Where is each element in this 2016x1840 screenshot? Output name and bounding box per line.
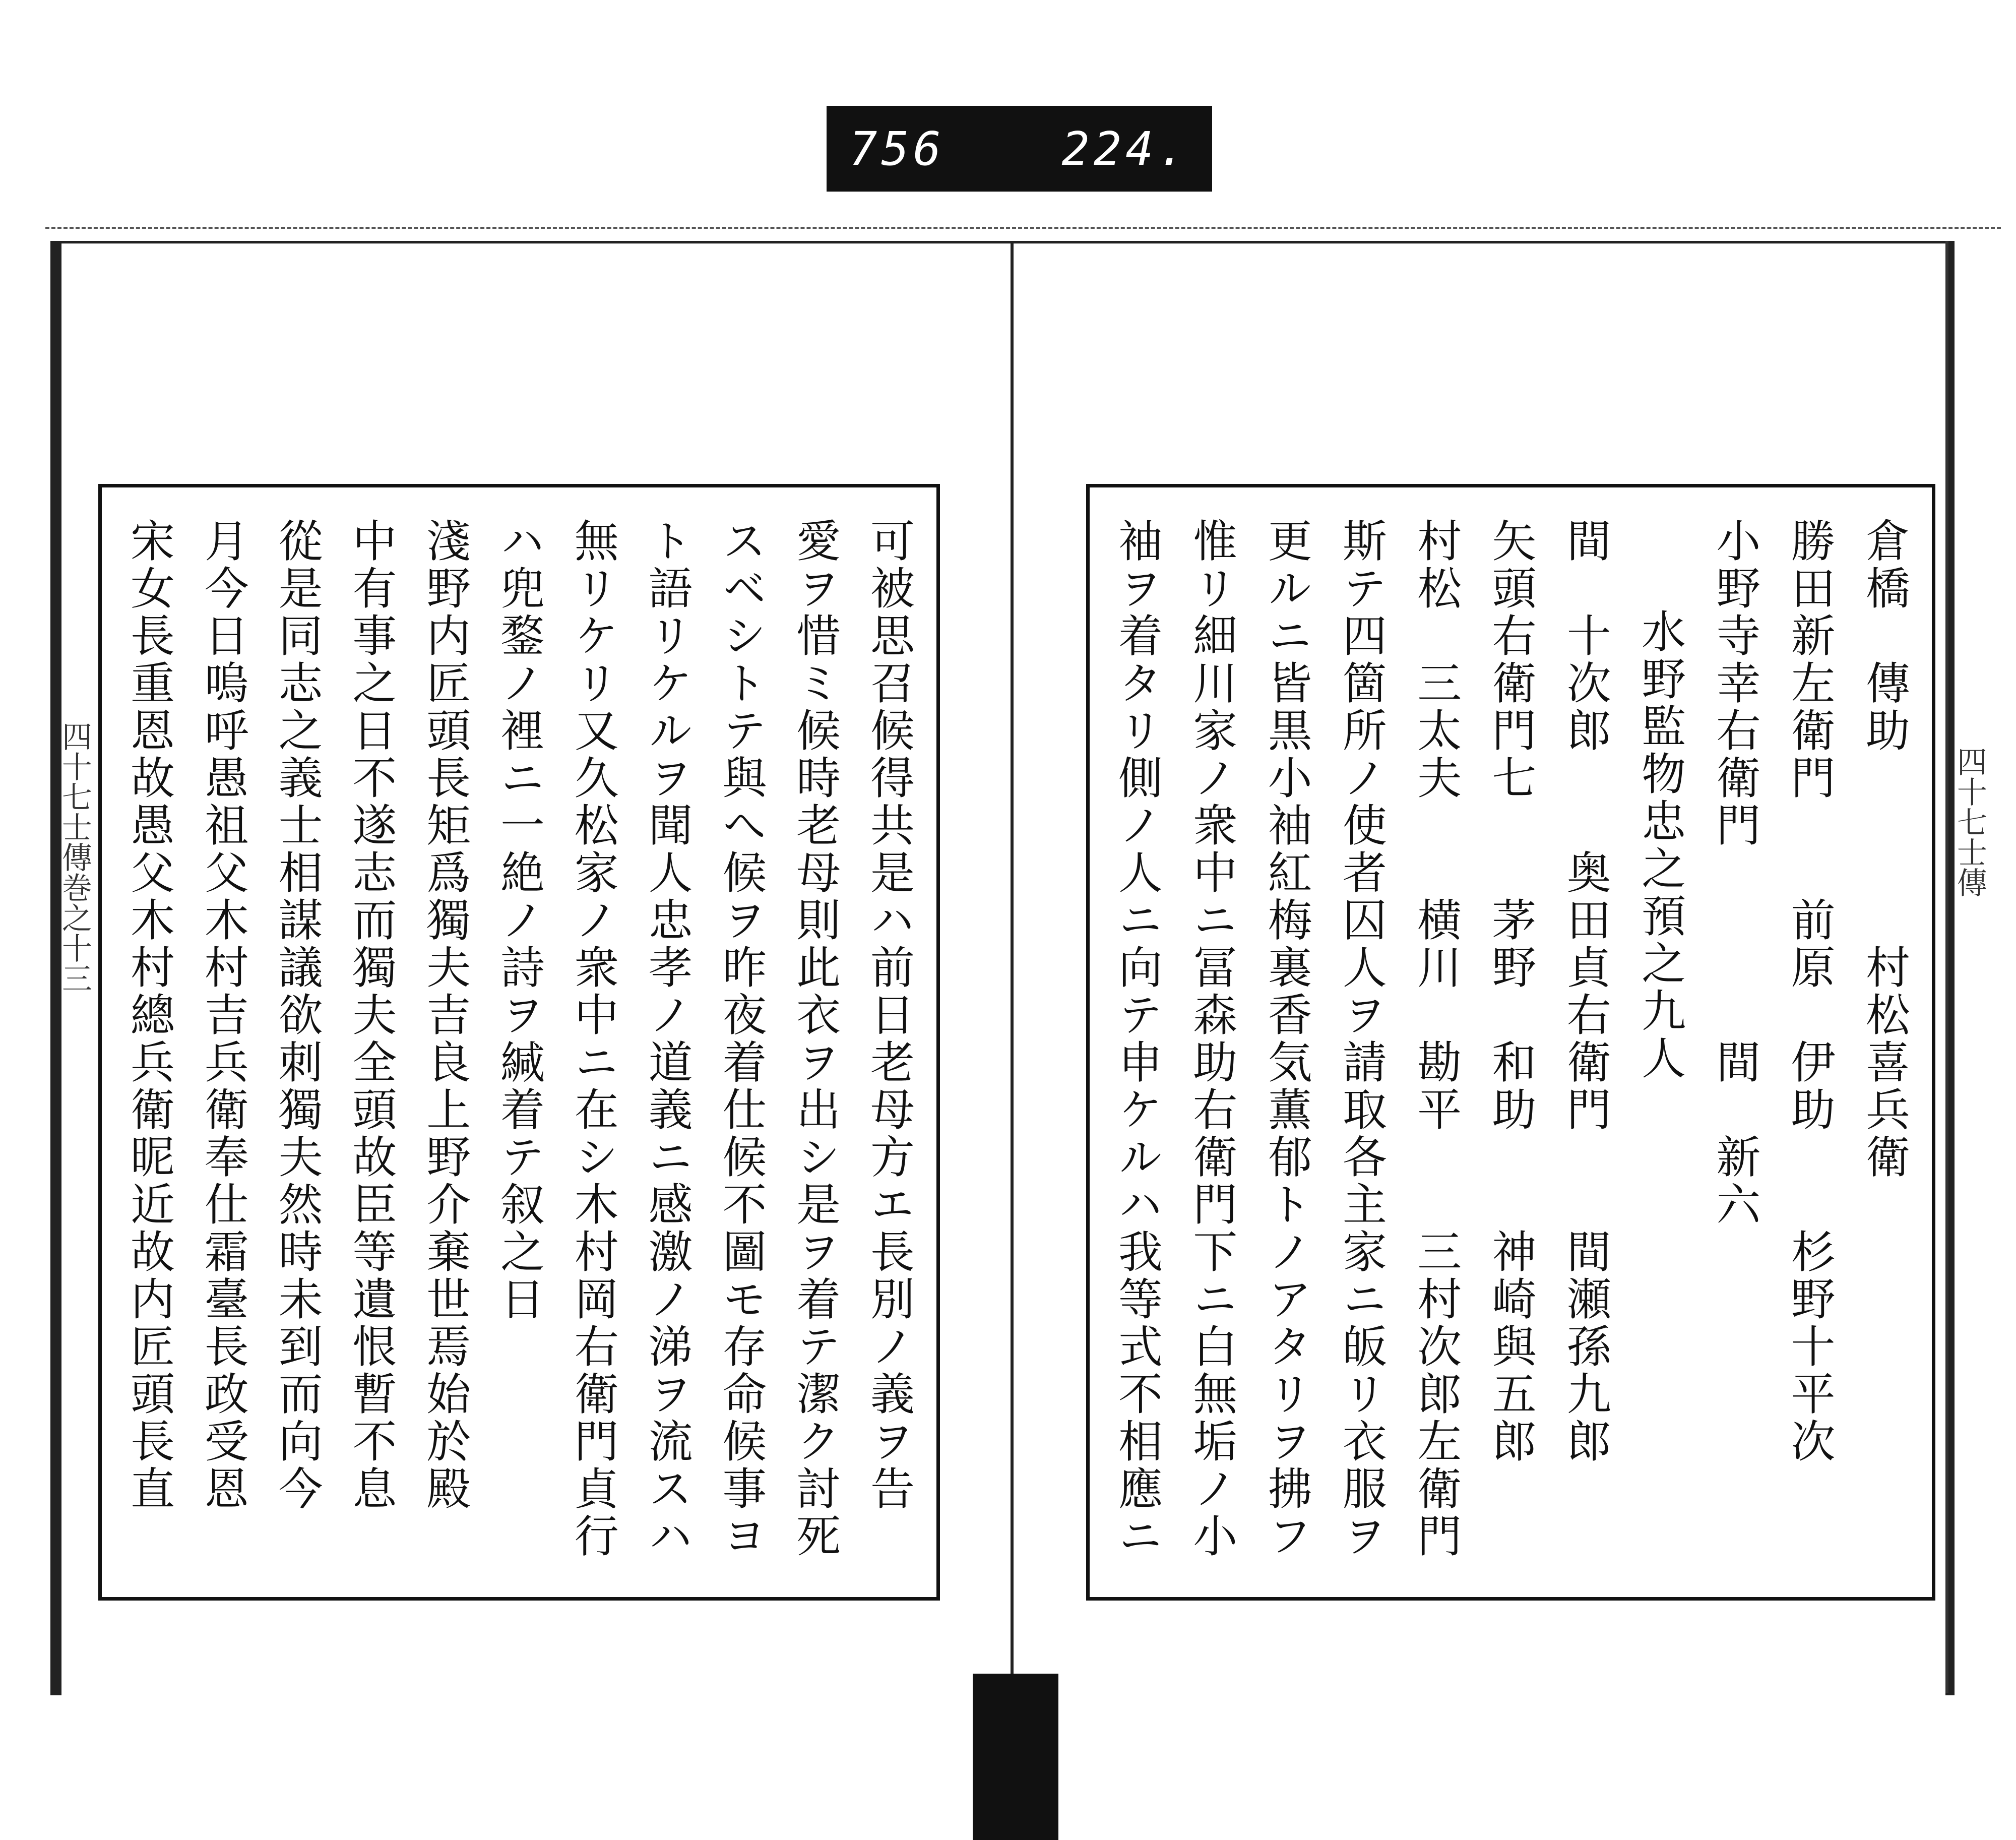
text-column: 袖ヲ着タリ側ノ人ニ向テ申ケルハ我等式不相應ニ (1111, 518, 1163, 1560)
text-column: 月今日嗚呼愚祖父木村吉兵衛奉仕霜臺長政受恩 (197, 518, 249, 1513)
text-column: 小野寺幸右衛門 間 新六 (1709, 518, 1761, 1229)
catalog-number-left: 756 (849, 121, 946, 176)
right-margin-title: 四十七士傳 (1952, 746, 1987, 897)
text-column: 惟リ細川家ノ衆中ニ冨森助右衛門下ニ白無垢ノ小 (1186, 518, 1238, 1560)
text-column: ト語リケルヲ聞人忠孝ノ道義ニ感激ノ涕ヲ流スハ (641, 518, 694, 1560)
text-column: スベシトテ與へ候ヲ昨夜着仕候不圖モ存命候事ヨ (715, 518, 768, 1560)
right-text-block (1086, 484, 1935, 1601)
catalog-number-label (827, 106, 1212, 192)
left-text-block (98, 484, 940, 1601)
gutter-shadow (973, 1674, 1058, 1840)
text-column: 從是同志之義士相謀議欲刺獨夫然時未到而向今 (271, 518, 324, 1513)
text-column: 更ルニ皆黒小袖紅梅裏香気薫郁トノアタリヲ拂フ (1261, 518, 1313, 1560)
left-margin-title: 四十七士傳巻之十三 (57, 721, 92, 993)
text-column: ハ兜鍪ノ裡ニ一絶ノ詩ヲ緘着テ叙之日 (493, 518, 545, 1323)
text-column: 愛ヲ惜ミ候時老母則此衣ヲ出シ是ヲ着テ潔ク討死 (789, 518, 842, 1560)
text-column: 村松 三太夫 横川 勘平 三村次郎左衛門 (1410, 518, 1463, 1560)
book-gutter (1011, 242, 1014, 1694)
text-column: 可被思召候得共是ハ前日老母方エ長別ノ義ヲ告 (863, 518, 915, 1513)
catalog-number-right: 224. (1061, 121, 1189, 176)
text-column: 矢頭右衛門七 茅野 和助 神崎與五郎 (1485, 518, 1537, 1465)
text-column: 宋女長重恩故愚父木村總兵衛昵近故内匠頭長直 (123, 518, 175, 1513)
text-column: 勝田新左衛門 前原 伊助 杉野十平次 (1784, 518, 1836, 1465)
text-column: 倉橋 傳助 村松喜兵衛 (1858, 518, 1911, 1181)
text-column: 間 十次郎 奥田貞右衛門 間瀬孫九郎 (1559, 518, 1612, 1465)
text-column: 淺野内匠頭長矩爲獨夫吉良上野介棄世焉始於殿 (419, 518, 472, 1513)
text-column: 無リケリ又久松家ノ衆中ニ在シ木村岡右衛門貞行 (567, 518, 619, 1560)
text-column: 中有事之日不遂志而獨夫全頭故臣等遺恨暫不息 (345, 518, 398, 1513)
text-column: 水野監物忠之預之九人 (1634, 608, 1687, 1082)
text-column: 斯テ四箇所ノ使者囚人ヲ請取各主家ニ皈リ衣服ヲ (1335, 518, 1388, 1560)
